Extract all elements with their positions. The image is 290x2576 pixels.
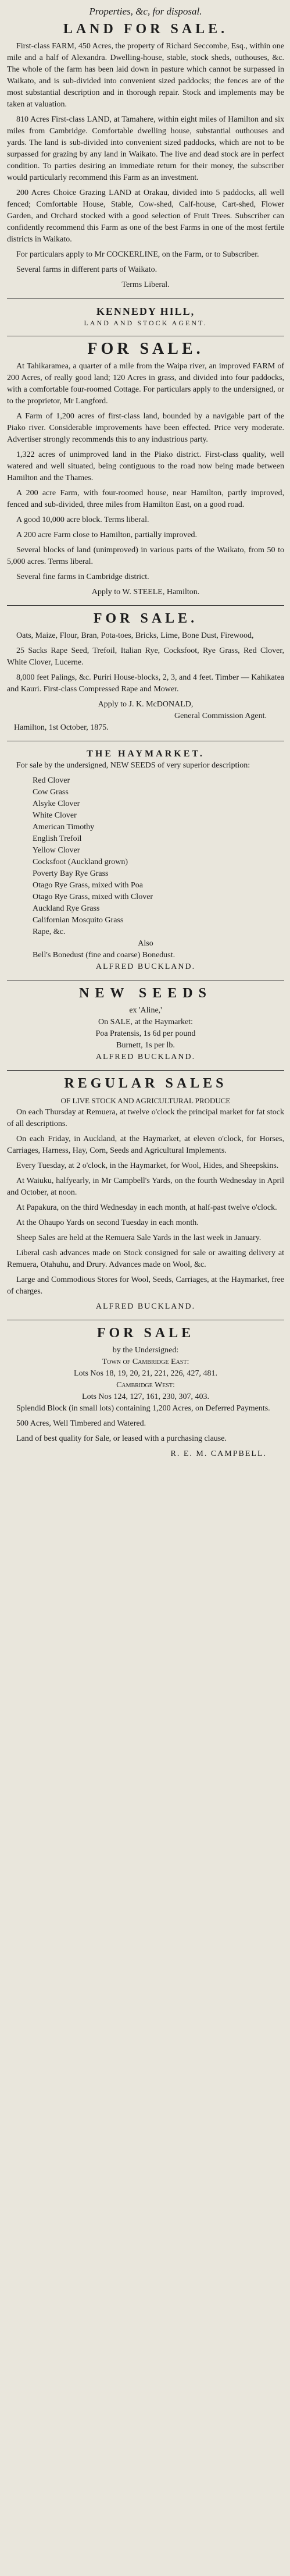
signature: ALFRED BUCKLAND. (95, 1053, 196, 1061)
list-item: Auckland Rye Grass (33, 904, 100, 913)
ad-paragraph: On each Thursday at Remuera, at twelve o'clock the principal market for fat stock of all descriptions. (7, 1108, 284, 1128)
lots-line: Lots Nos 124, 127, 161, 230, 307, 403. (82, 1392, 209, 1401)
terms: Terms Liberal. (121, 280, 170, 289)
ad-paragraph: Large and Commodious Stores for Wool, Seeds, Carriages, at the Haymarket, free of charges. (7, 1275, 284, 1296)
ad-paragraph: Several farms in different parts of Waikato. (16, 265, 157, 274)
list-item: Cow Grass (33, 788, 69, 797)
ad-for-sale-steele (7, 340, 284, 598)
ad-paragraph: 1,322 acres of unimproved land in the Piako district. First-class quality, well watered and well situated, being contiguous to the road now being made between Hamilton and the Thames. (7, 450, 284, 482)
list-item: Alsyke Clover (33, 800, 80, 808)
town-heading: Cambridge West: (116, 1381, 175, 1390)
ad-for-sale-mcdonald (7, 613, 284, 734)
ad-title: LAND FOR SALE. (63, 22, 228, 37)
list-item: Otago Rye Grass, mixed with Poa (33, 881, 143, 890)
ad-new-seeds (7, 987, 284, 1063)
list-item: Rape, &c. (33, 928, 66, 936)
ship-name: ex 'Aline,' (129, 1006, 162, 1015)
list-item: American Timothy (33, 823, 95, 832)
divider (7, 298, 284, 299)
ad-paragraph: 200 Acres Choice Grazing LAND at Orakau, divided into 5 paddocks, all well fenced; Comfortable House, Stable, Cow-shed, Calf-house, Cart-shed, Flower Garden, and Orchard stocked with a good selection of Fruit Trees. Subscriber can confidently recommend this Farm as one of the best Farms in one of the most fertile districts in Waikato. (7, 189, 284, 244)
ad-paragraph: Splendid Block (in small lots) containing 1,200 Acres, on Deferred Payments. (16, 1404, 270, 1413)
also-label: Also (138, 939, 153, 948)
ad-title: FOR SALE (96, 1326, 195, 1341)
ad-line: On SALE, at the Haymarket: (98, 1018, 193, 1026)
divider (7, 1070, 284, 1071)
ad-paragraph: Every Tuesday, at 2 o'clock, in the Haymarket, for Wool, Hides, and Sheepskins. (16, 1161, 279, 1170)
list-item: Red Clover (33, 776, 70, 785)
town-heading: Town of Cambridge East: (102, 1358, 189, 1366)
agent-name: KENNEDY HILL, (96, 305, 195, 317)
ad-intro: by the Undersigned: (112, 1346, 179, 1355)
apply-line: Apply to W. STEELE, Hamilton. (91, 588, 200, 596)
ad-line: Poa Pratensis, 1s 6d per pound (95, 1029, 196, 1038)
ad-paragraph: A Farm of 1,200 acres of first-class land, bounded by a navigable part of the Piako river. Considerable improvements have been effected. Price very moderate. Advertiser strongly recommends this to any industrious party. (7, 412, 284, 444)
list-item: English Trefoil (33, 834, 82, 843)
seed-list (7, 775, 284, 938)
section-header: Properties, &c, for disposal. (89, 6, 202, 17)
ad-paragraph: At Waiuku, halfyearly, in Mr Campbell's Yards, on the fourth Wednesday in April and October, at noon. (7, 1177, 284, 1197)
ad-paragraph: 25 Sacks Rape Seed, Trefoil, Italian Rye, Cocksfoot, Rye Grass, Red Clover, White Clover, Lucerne. (7, 646, 284, 667)
apply-role: General Commission Agent. (174, 712, 267, 720)
ad-paragraph: 500 Acres, Well Timbered and Watered. (16, 1419, 146, 1428)
list-item: Poverty Bay Rye Grass (33, 869, 109, 878)
ad-paragraph: Several blocks of land (unimproved) in various parts of the Waikato, from 50 to 5,000 acres. Terms liberal. (7, 546, 284, 566)
ad-paragraph: At Papakura, on the third Wednesday in each month, at half-past twelve o'clock. (16, 1203, 277, 1212)
ad-paragraph: Sheep Sales are held at the Remuera Sale Yards in the last week in January. (16, 1234, 262, 1242)
ad-paragraph: Land of best quality for Sale, or leased with a purchasing clause. (16, 1434, 227, 1443)
ad-title: NEW SEEDS (79, 986, 212, 1001)
ad-paragraph: For particulars apply to Mr COCKERLINE, on the Farm, or to Subscriber. (16, 250, 259, 259)
ad-paragraph: A 200 acre Farm close to Hamilton, partially improved. (16, 531, 198, 539)
ad-paragraph: 8,000 feet Palings, &c. Puriri House-blocks, 2, 3, and 4 feet. Timber — Kahikatea and Kauri. First-class Compressed Rape and Mower. (7, 673, 284, 694)
ad-kennedy-hill (7, 305, 284, 329)
list-item: White Clover (33, 811, 77, 820)
ad-paragraph: 810 Acres First-class LAND, at Tamahere, within eight miles of Hamilton and six miles from Cambridge. Comfortable dwelling house, substantial outhouses and yards. The land is sub-divided into convenient sized paddocks, which are not to be surpassed for grazing by any land in Waikato. The live and dead stock are in perfect condition. To parties desiring an immediate return for their money, the subscriber would particularly recommend this Farm as an investment. (7, 115, 284, 182)
ad-paragraph: First-class FARM, 450 Acres, the property of Richard Seccombe, Esq., within one mile and a half of Alexandra. Dwelling-house, stable, stock sheds, outhouses, &c. The whole of the farm has been laid down in pasture which cannot be surpassed in Waikato, and is sub-divided into convenient sized paddocks; the fences are of the most substantial description and in thorough repair. Stock and implements may be taken at valuation. (7, 42, 284, 109)
ad-title: FOR SALE. (93, 611, 198, 626)
signature: ALFRED BUCKLAND. (95, 1302, 196, 1311)
signature: ALFRED BUCKLAND. (95, 962, 196, 971)
ad-title: REGULAR SALES (64, 1076, 227, 1091)
ad-intro: For sale by the undersigned, NEW SEEDS of very superior description: (16, 761, 250, 770)
apply-name: Apply to J. K. McDONALD, (98, 700, 194, 709)
ad-for-sale-campbell (7, 1327, 284, 1460)
ad-title: FOR SALE. (87, 340, 204, 358)
ad-paragraph: A 200 acre Farm, with four-roomed house, near Hamilton, partly improved, fenced and sub-divided, three miles from Hamilton East, on a good road. (7, 489, 284, 509)
agent-role: LAND AND STOCK AGENT. (84, 319, 207, 327)
ad-date: Hamilton, 1st October, 1875. (14, 723, 109, 732)
list-item: Californian Mosquito Grass (33, 916, 124, 925)
ad-paragraph: At the Ohaupo Yards on second Tuesday in each month. (16, 1218, 199, 1227)
signature: R. E. M. CAMPBELL. (170, 1449, 267, 1458)
ad-paragraph: Several fine farms in Cambridge district. (16, 573, 149, 581)
ad-paragraph: On each Friday, in Auckland, at the Haymarket, at eleven o'clock, for Horses, Carriages, Harness, Hay, Corn, Seeds and Agricultural Implements. (7, 1135, 284, 1155)
ad-paragraph: A good 10,000 acre block. Terms liberal. (16, 516, 149, 524)
list-item: Otago Rye Grass, mixed with Clover (33, 893, 153, 901)
ad-paragraph: Liberal cash advances made on Stock consigned for sale or awaiting delivery at Remuera, Otahuhu, and Drury. Advances made on Wool, &c. (7, 1249, 284, 1269)
ad-paragraph: Oats, Maize, Flour, Bran, Pota-toes, Bricks, Lime, Bone Dust, Firewood, (16, 631, 254, 640)
ad-land-for-sale (7, 23, 284, 291)
ad-title: THE HAYMARKET. (87, 749, 205, 759)
list-item: Cocksfoot (Auckland grown) (33, 858, 128, 866)
divider (7, 605, 284, 606)
lots-line: Lots Nos 18, 19, 20, 21, 221, 226, 427, 481. (74, 1369, 217, 1378)
ad-line: Burnett, 1s per lb. (116, 1041, 175, 1050)
list-item: Yellow Clover (33, 846, 80, 855)
also-text: Bell's Bonedust (fine and coarse) Bonedust. (33, 951, 176, 960)
ad-haymarket (7, 748, 284, 973)
ad-regular-sales (7, 1078, 284, 1313)
ad-subtitle: OF LIVE STOCK AND AGRICULTURAL PRODUCE (60, 1096, 231, 1105)
ad-paragraph: At Tahikaramea, a quarter of a mile from the Waipa river, an improved FARM of 200 Acres, of really good land; 120 Acres in grass, and divided into four paddocks, with a comfortable four-roomed Cottage. For particulars apply to the undersigned, or to the proprietor, Mr Langford. (7, 362, 284, 406)
